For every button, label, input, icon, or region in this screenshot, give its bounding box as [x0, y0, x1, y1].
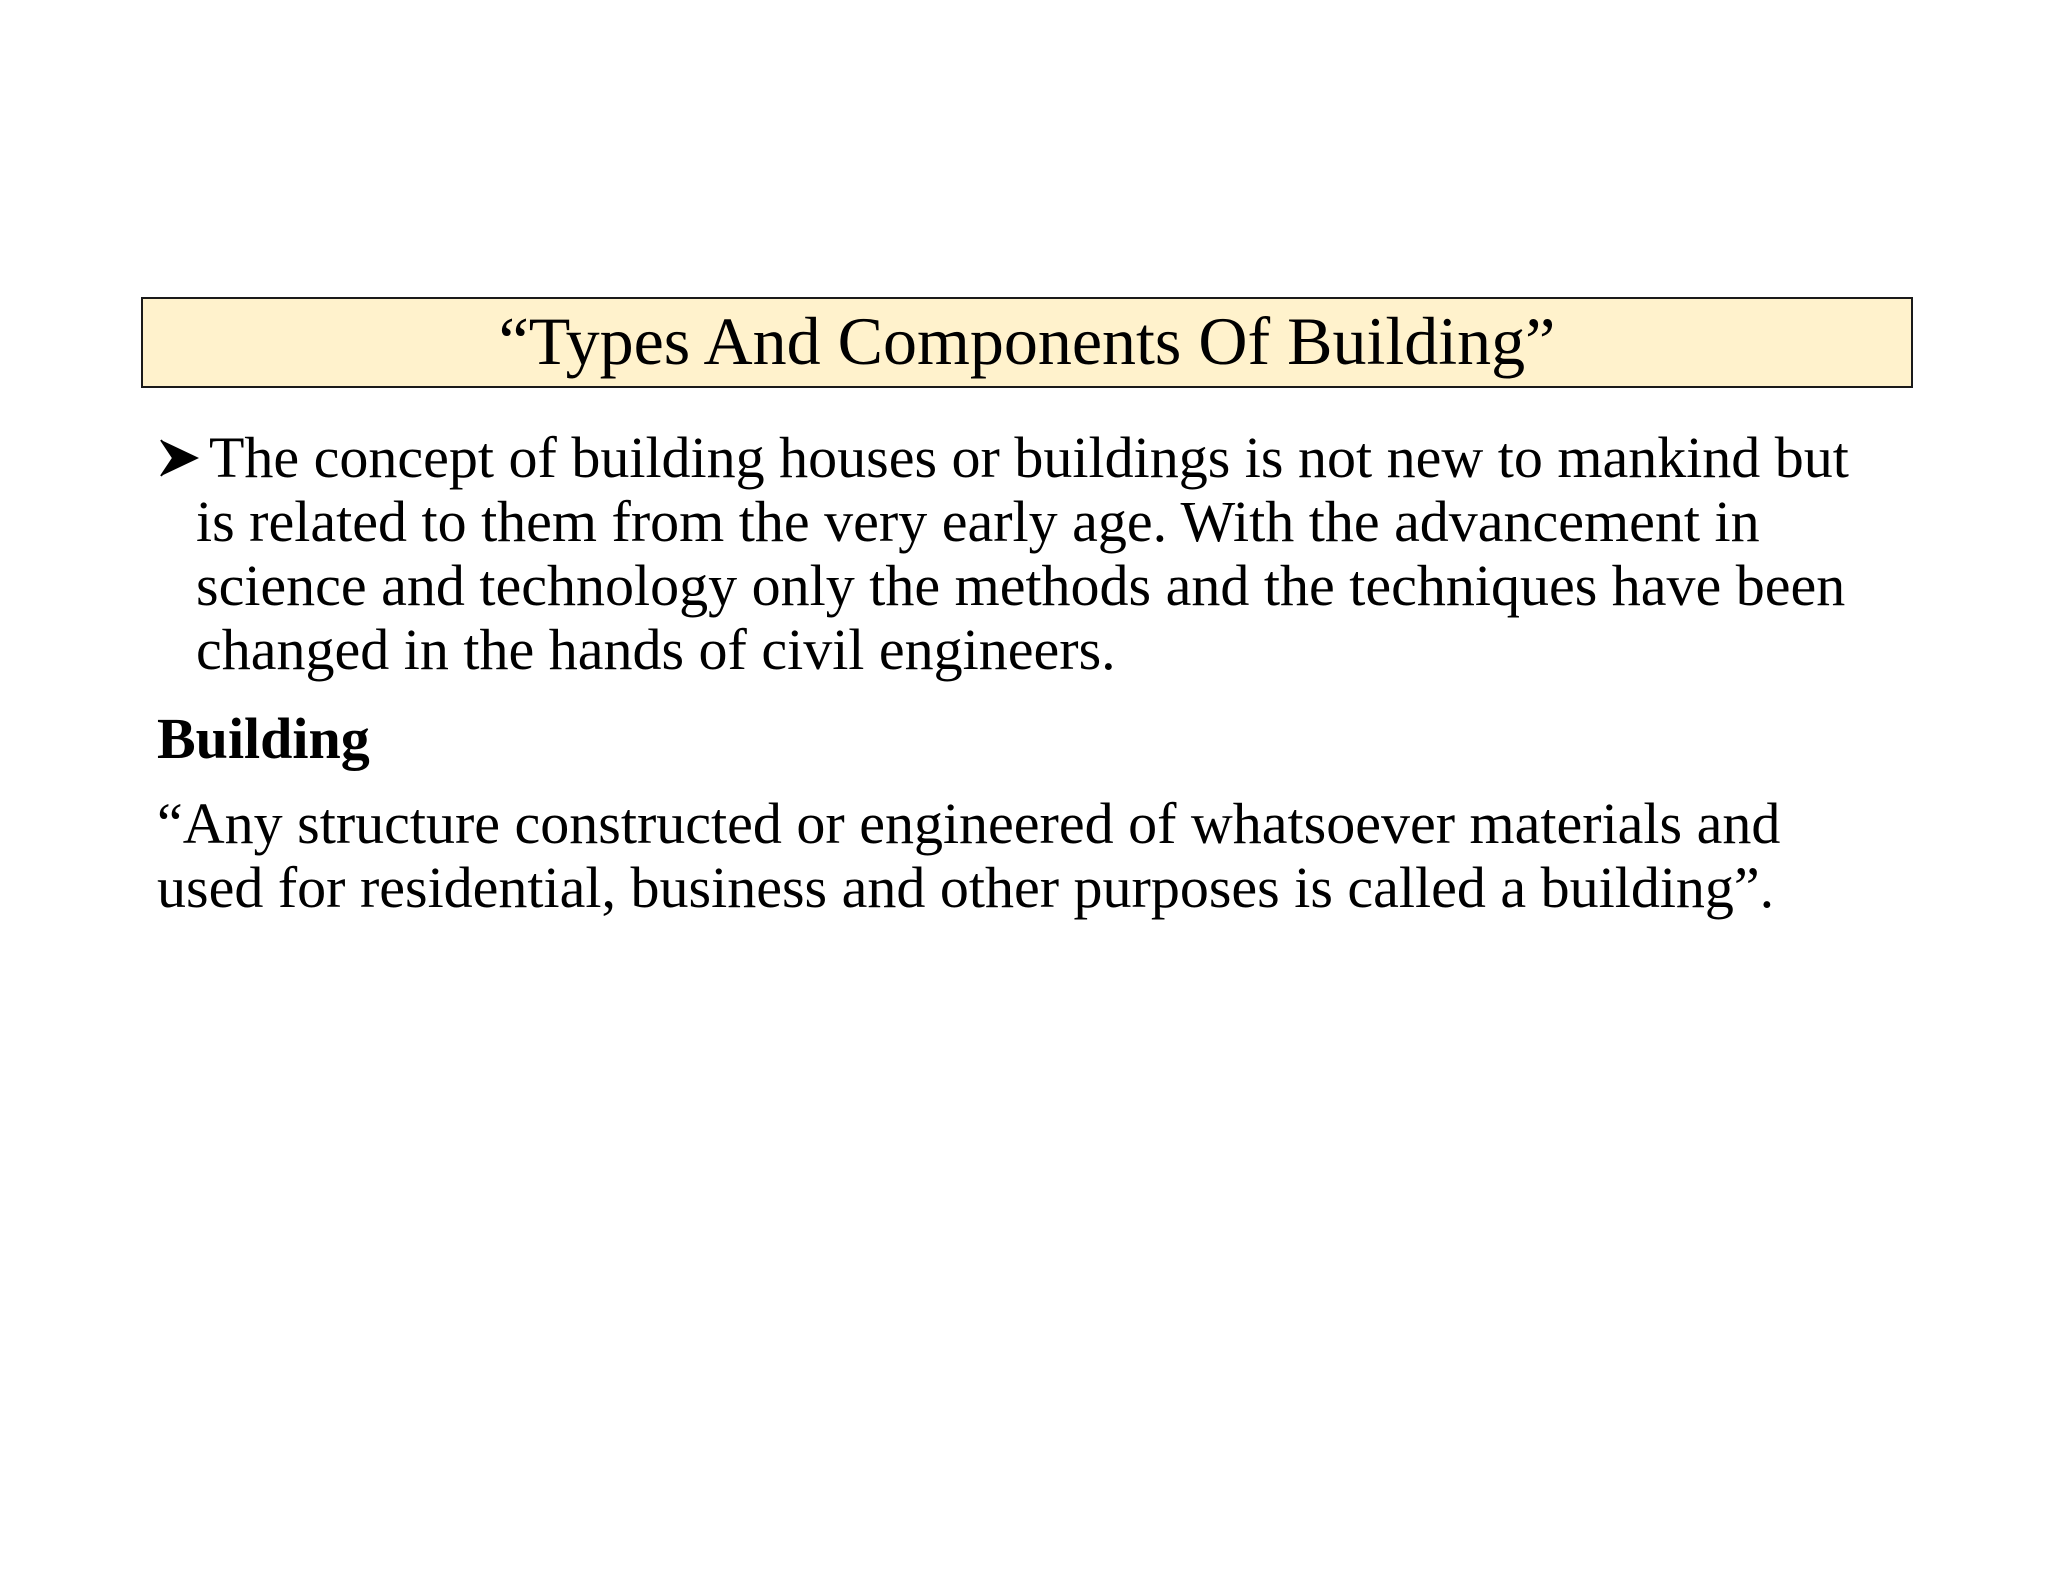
section-heading: Building [157, 706, 370, 771]
bullet-line: changed in the hands of civil engineers. [196, 617, 1116, 682]
definition-line: used for residential, business and other purposes is called a building”. [157, 855, 1775, 920]
bullet-line: science and technology only the methods and the techniques have been [196, 553, 1846, 618]
definition-line: “Any structure constructed or engineered of whatsoever materials and [157, 791, 1781, 856]
slide-title: “Types And Components Of Building” [498, 302, 1556, 379]
bullet-line: The concept of building houses or buildings is not new to mankind but [209, 425, 1849, 490]
bullet-paragraph [159, 426, 1929, 682]
bullet-line: is related to them from the very early age. With the advancement in [196, 489, 1760, 554]
definition-paragraph [157, 792, 1780, 920]
arrowhead-bullet-icon [159, 438, 201, 478]
title-box [141, 297, 1913, 388]
